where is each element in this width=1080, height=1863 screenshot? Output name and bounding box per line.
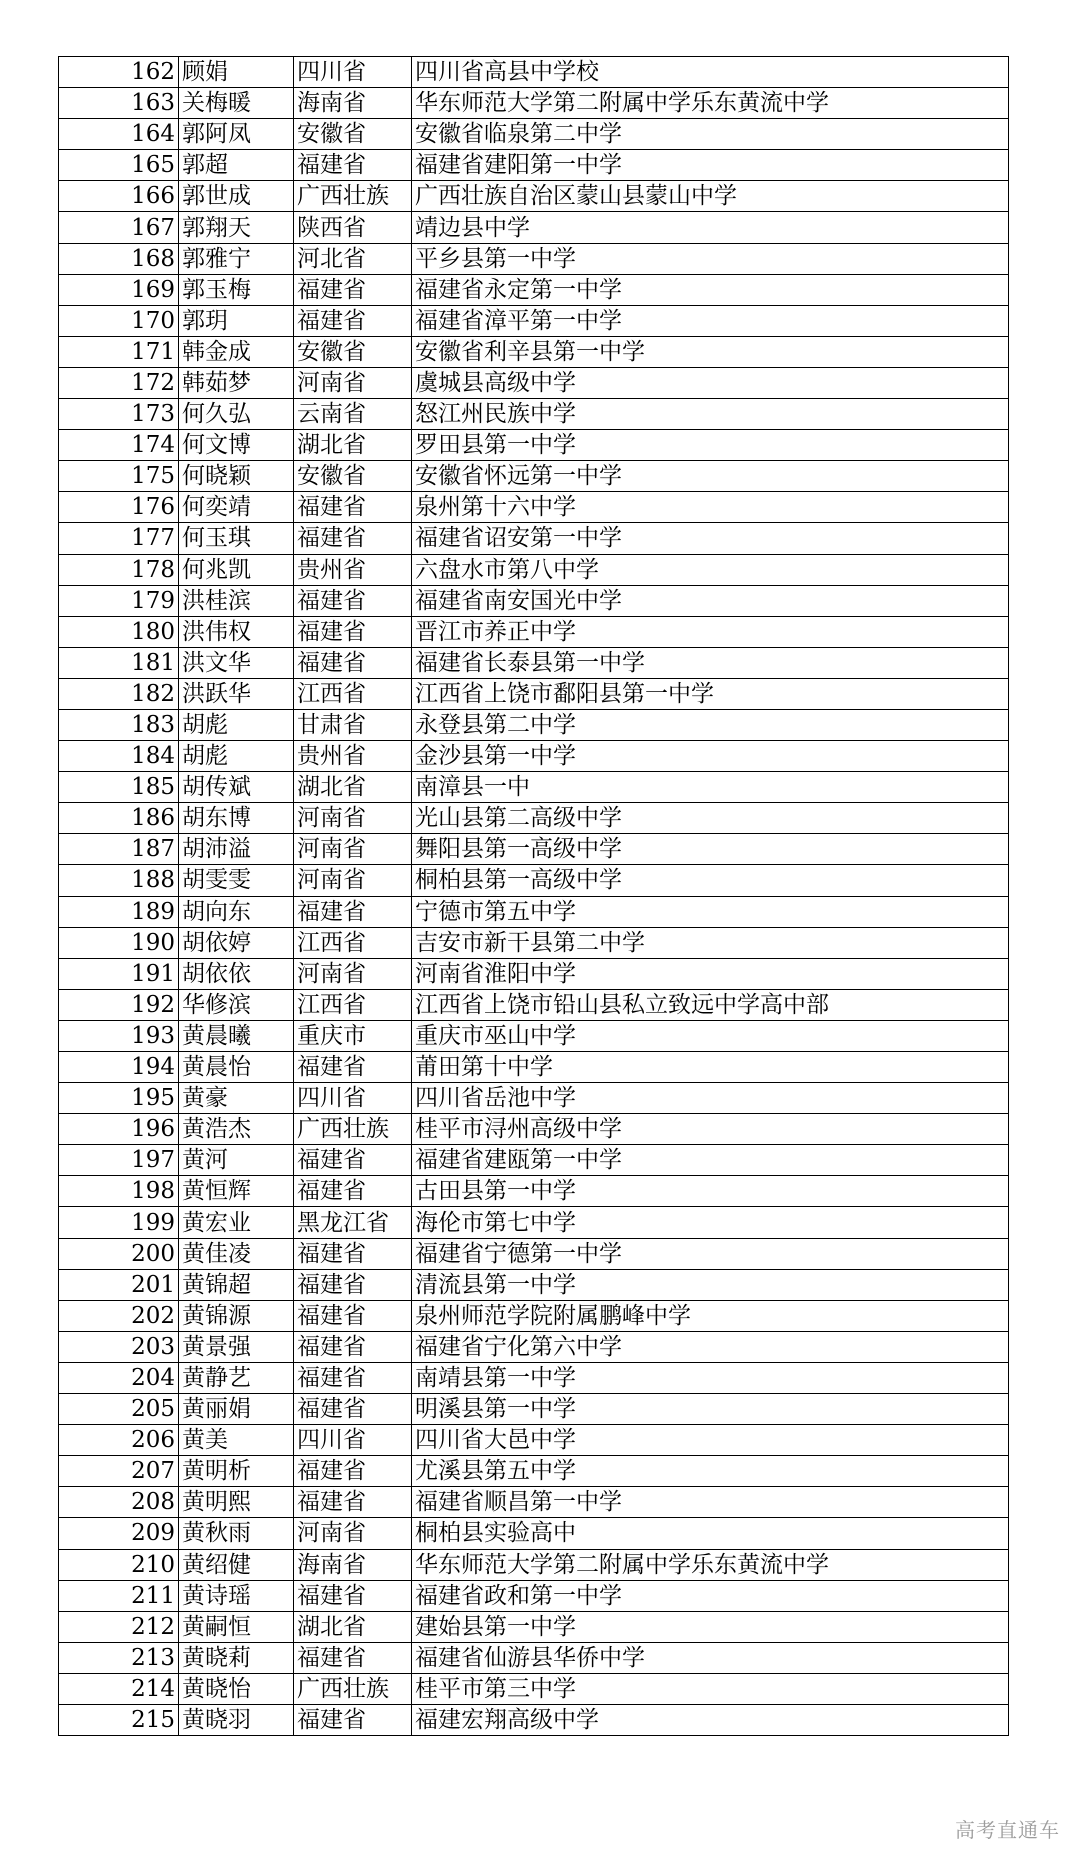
student-name: 何奕靖 [179, 492, 294, 523]
province: 福建省 [294, 1487, 412, 1518]
student-name: 黄恒辉 [179, 1176, 294, 1207]
school-name: 桂平市浔州高级中学 [412, 1114, 1009, 1145]
province: 福建省 [294, 1176, 412, 1207]
province: 福建省 [294, 896, 412, 927]
row-number: 175 [59, 461, 179, 492]
row-number: 167 [59, 212, 179, 243]
table-row [59, 523, 1009, 554]
roster-body [59, 57, 1009, 1736]
row-number: 200 [59, 1238, 179, 1269]
row-number: 215 [59, 1704, 179, 1735]
province: 福建省 [294, 1052, 412, 1083]
school-name: 广西壮族自治区蒙山县蒙山中学 [412, 181, 1009, 212]
school-name: 河南省淮阳中学 [412, 958, 1009, 989]
province: 福建省 [294, 1394, 412, 1425]
table-row [59, 1394, 1009, 1425]
school-name: 南漳县一中 [412, 772, 1009, 803]
row-number: 177 [59, 523, 179, 554]
school-name: 尤溪县第五中学 [412, 1456, 1009, 1487]
row-number: 168 [59, 243, 179, 274]
school-name: 福建省仙游县华侨中学 [412, 1642, 1009, 1673]
row-number: 188 [59, 865, 179, 896]
table-row [59, 772, 1009, 803]
table-row [59, 1487, 1009, 1518]
student-name: 胡传斌 [179, 772, 294, 803]
province: 广西壮族 [294, 181, 412, 212]
row-number: 207 [59, 1456, 179, 1487]
table-row [59, 399, 1009, 430]
table-row [59, 958, 1009, 989]
student-name: 胡彪 [179, 741, 294, 772]
table-row [59, 150, 1009, 181]
student-name: 黄美 [179, 1425, 294, 1456]
school-name: 桐柏县第一高级中学 [412, 865, 1009, 896]
student-name: 胡向东 [179, 896, 294, 927]
student-name: 胡沛溢 [179, 834, 294, 865]
row-number: 166 [59, 181, 179, 212]
row-number: 178 [59, 554, 179, 585]
student-name: 胡依婷 [179, 927, 294, 958]
province: 四川省 [294, 57, 412, 88]
row-number: 164 [59, 119, 179, 150]
student-name: 黄晓羽 [179, 1704, 294, 1735]
table-row [59, 1580, 1009, 1611]
student-name: 黄明析 [179, 1456, 294, 1487]
student-name: 黄晨怡 [179, 1052, 294, 1083]
school-name: 福建省诏安第一中学 [412, 523, 1009, 554]
table-row [59, 1145, 1009, 1176]
row-number: 169 [59, 274, 179, 305]
table-row [59, 616, 1009, 647]
row-number: 196 [59, 1114, 179, 1145]
row-number: 211 [59, 1580, 179, 1611]
province: 湖北省 [294, 430, 412, 461]
school-name: 光山县第二高级中学 [412, 803, 1009, 834]
row-number: 190 [59, 927, 179, 958]
table-row [59, 1300, 1009, 1331]
province: 黑龙江省 [294, 1207, 412, 1238]
school-name: 莆田第十中学 [412, 1052, 1009, 1083]
province: 福建省 [294, 1704, 412, 1735]
province: 贵州省 [294, 554, 412, 585]
student-name: 黄诗瑶 [179, 1580, 294, 1611]
province: 福建省 [294, 150, 412, 181]
school-name: 安徽省临泉第二中学 [412, 119, 1009, 150]
student-name: 黄锦超 [179, 1269, 294, 1300]
student-name: 华修滨 [179, 989, 294, 1020]
school-name: 靖边县中学 [412, 212, 1009, 243]
school-name: 福建省宁化第六中学 [412, 1331, 1009, 1362]
province: 陕西省 [294, 212, 412, 243]
table-row [59, 88, 1009, 119]
student-name: 黄宏业 [179, 1207, 294, 1238]
table-row [59, 1611, 1009, 1642]
table-row [59, 585, 1009, 616]
province: 福建省 [294, 492, 412, 523]
table-row [59, 927, 1009, 958]
province: 江西省 [294, 927, 412, 958]
table-row [59, 1642, 1009, 1673]
table-row [59, 1518, 1009, 1549]
row-number: 203 [59, 1331, 179, 1362]
province: 河南省 [294, 865, 412, 896]
table-row [59, 1456, 1009, 1487]
province: 贵州省 [294, 741, 412, 772]
school-name: 桂平市第三中学 [412, 1673, 1009, 1704]
student-name: 黄佳凌 [179, 1238, 294, 1269]
row-number: 189 [59, 896, 179, 927]
student-name: 郭雅宁 [179, 243, 294, 274]
province: 海南省 [294, 88, 412, 119]
table-row [59, 1425, 1009, 1456]
table-row [59, 1114, 1009, 1145]
student-name: 黄晓怡 [179, 1673, 294, 1704]
watermark: 高考直通车 [955, 1818, 1060, 1842]
school-name: 安徽省怀远第一中学 [412, 461, 1009, 492]
student-name: 洪跃华 [179, 678, 294, 709]
student-name: 关梅暖 [179, 88, 294, 119]
school-name: 泉州师范学院附属鹏峰中学 [412, 1300, 1009, 1331]
table-row [59, 336, 1009, 367]
row-number: 201 [59, 1269, 179, 1300]
student-name: 郭玉梅 [179, 274, 294, 305]
student-name: 黄豪 [179, 1083, 294, 1114]
table-row [59, 1269, 1009, 1300]
province: 广西壮族 [294, 1673, 412, 1704]
school-name: 明溪县第一中学 [412, 1394, 1009, 1425]
province: 江西省 [294, 989, 412, 1020]
province: 云南省 [294, 399, 412, 430]
row-number: 192 [59, 989, 179, 1020]
row-number: 183 [59, 709, 179, 740]
row-number: 180 [59, 616, 179, 647]
student-name: 黄丽娟 [179, 1394, 294, 1425]
row-number: 173 [59, 399, 179, 430]
school-name: 罗田县第一中学 [412, 430, 1009, 461]
table-row [59, 1207, 1009, 1238]
student-name: 何久弘 [179, 399, 294, 430]
province: 湖北省 [294, 772, 412, 803]
row-number: 195 [59, 1083, 179, 1114]
student-name: 何文博 [179, 430, 294, 461]
table-row [59, 243, 1009, 274]
table-row [59, 803, 1009, 834]
school-name: 舞阳县第一高级中学 [412, 834, 1009, 865]
province: 河南省 [294, 367, 412, 398]
province: 福建省 [294, 1362, 412, 1393]
table-row [59, 1052, 1009, 1083]
province: 福建省 [294, 1331, 412, 1362]
table-row [59, 834, 1009, 865]
student-name: 郭世成 [179, 181, 294, 212]
row-number: 210 [59, 1549, 179, 1580]
province: 河南省 [294, 958, 412, 989]
school-name: 桐柏县实验高中 [412, 1518, 1009, 1549]
student-name: 郭翔天 [179, 212, 294, 243]
student-name: 洪桂滨 [179, 585, 294, 616]
row-number: 184 [59, 741, 179, 772]
table-row [59, 181, 1009, 212]
school-name: 福建省政和第一中学 [412, 1580, 1009, 1611]
row-number: 213 [59, 1642, 179, 1673]
student-name: 黄明熙 [179, 1487, 294, 1518]
student-name: 洪伟权 [179, 616, 294, 647]
table-row [59, 1549, 1009, 1580]
student-name: 胡彪 [179, 709, 294, 740]
table-row [59, 1176, 1009, 1207]
table-row [59, 212, 1009, 243]
school-name: 四川省岳池中学 [412, 1083, 1009, 1114]
school-name: 四川省高县中学校 [412, 57, 1009, 88]
school-name: 福建省永定第一中学 [412, 274, 1009, 305]
school-name: 建始县第一中学 [412, 1611, 1009, 1642]
student-name: 韩茹梦 [179, 367, 294, 398]
table-row [59, 741, 1009, 772]
table-row [59, 305, 1009, 336]
row-number: 172 [59, 367, 179, 398]
row-number: 205 [59, 1394, 179, 1425]
school-name: 吉安市新干县第二中学 [412, 927, 1009, 958]
school-name: 清流县第一中学 [412, 1269, 1009, 1300]
student-name: 何晓颖 [179, 461, 294, 492]
row-number: 209 [59, 1518, 179, 1549]
row-number: 179 [59, 585, 179, 616]
province: 广西壮族 [294, 1114, 412, 1145]
row-number: 193 [59, 1020, 179, 1051]
student-name: 胡依依 [179, 958, 294, 989]
student-name: 黄河 [179, 1145, 294, 1176]
school-name: 南靖县第一中学 [412, 1362, 1009, 1393]
province: 河南省 [294, 1518, 412, 1549]
school-name: 金沙县第一中学 [412, 741, 1009, 772]
province: 四川省 [294, 1425, 412, 1456]
table-row [59, 1362, 1009, 1393]
student-name: 何玉琪 [179, 523, 294, 554]
province: 福建省 [294, 647, 412, 678]
province: 福建省 [294, 274, 412, 305]
school-name: 福建省建阳第一中学 [412, 150, 1009, 181]
row-number: 170 [59, 305, 179, 336]
province: 福建省 [294, 1238, 412, 1269]
student-name: 黄景强 [179, 1331, 294, 1362]
student-name: 黄嗣恒 [179, 1611, 294, 1642]
province: 福建省 [294, 1300, 412, 1331]
province: 福建省 [294, 616, 412, 647]
table-row [59, 461, 1009, 492]
student-name: 胡雯雯 [179, 865, 294, 896]
table-row [59, 989, 1009, 1020]
roster-table [58, 56, 1009, 1736]
school-name: 福建省长泰县第一中学 [412, 647, 1009, 678]
province: 安徽省 [294, 461, 412, 492]
province: 湖北省 [294, 1611, 412, 1642]
province: 福建省 [294, 1145, 412, 1176]
row-number: 187 [59, 834, 179, 865]
row-number: 214 [59, 1673, 179, 1704]
school-name: 怒江州民族中学 [412, 399, 1009, 430]
table-row [59, 678, 1009, 709]
school-name: 重庆市巫山中学 [412, 1020, 1009, 1051]
row-number: 199 [59, 1207, 179, 1238]
table-row [59, 1704, 1009, 1735]
table-row [59, 1083, 1009, 1114]
province: 福建省 [294, 1456, 412, 1487]
school-name: 江西省上饶市铅山县私立致远中学高中部 [412, 989, 1009, 1020]
table-row [59, 709, 1009, 740]
school-name: 古田县第一中学 [412, 1176, 1009, 1207]
table-row [59, 57, 1009, 88]
school-name: 华东师范大学第二附属中学乐东黄流中学 [412, 88, 1009, 119]
table-row [59, 1238, 1009, 1269]
school-name: 福建宏翔高级中学 [412, 1704, 1009, 1735]
table-row [59, 1673, 1009, 1704]
student-name: 韩金成 [179, 336, 294, 367]
school-name: 福建省顺昌第一中学 [412, 1487, 1009, 1518]
student-name: 郭超 [179, 150, 294, 181]
row-number: 191 [59, 958, 179, 989]
school-name: 福建省建瓯第一中学 [412, 1145, 1009, 1176]
province: 福建省 [294, 523, 412, 554]
school-name: 泉州第十六中学 [412, 492, 1009, 523]
province: 甘肃省 [294, 709, 412, 740]
table-row [59, 119, 1009, 150]
province: 海南省 [294, 1549, 412, 1580]
table-row [59, 1020, 1009, 1051]
province: 福建省 [294, 1642, 412, 1673]
school-name: 晋江市养正中学 [412, 616, 1009, 647]
student-name: 顾娟 [179, 57, 294, 88]
row-number: 212 [59, 1611, 179, 1642]
row-number: 197 [59, 1145, 179, 1176]
school-name: 六盘水市第八中学 [412, 554, 1009, 585]
table-row [59, 1331, 1009, 1362]
province: 福建省 [294, 1269, 412, 1300]
student-name: 黄晨曦 [179, 1020, 294, 1051]
row-number: 202 [59, 1300, 179, 1331]
province: 河南省 [294, 834, 412, 865]
school-name: 宁德市第五中学 [412, 896, 1009, 927]
student-name: 黄秋雨 [179, 1518, 294, 1549]
school-name: 海伦市第七中学 [412, 1207, 1009, 1238]
row-number: 171 [59, 336, 179, 367]
row-number: 206 [59, 1425, 179, 1456]
province: 河南省 [294, 803, 412, 834]
row-number: 186 [59, 803, 179, 834]
table-row [59, 647, 1009, 678]
student-name: 胡东博 [179, 803, 294, 834]
student-name: 黄静艺 [179, 1362, 294, 1393]
province: 重庆市 [294, 1020, 412, 1051]
student-name: 何兆凯 [179, 554, 294, 585]
table-row [59, 896, 1009, 927]
table-row [59, 367, 1009, 398]
province: 四川省 [294, 1083, 412, 1114]
row-number: 182 [59, 678, 179, 709]
row-number: 198 [59, 1176, 179, 1207]
school-name: 平乡县第一中学 [412, 243, 1009, 274]
table-row [59, 430, 1009, 461]
student-name: 郭玥 [179, 305, 294, 336]
row-number: 163 [59, 88, 179, 119]
row-number: 194 [59, 1052, 179, 1083]
school-name: 福建省南安国光中学 [412, 585, 1009, 616]
province: 福建省 [294, 585, 412, 616]
row-number: 204 [59, 1362, 179, 1393]
student-name: 洪文华 [179, 647, 294, 678]
province: 福建省 [294, 1580, 412, 1611]
row-number: 185 [59, 772, 179, 803]
student-name: 黄绍健 [179, 1549, 294, 1580]
table-row [59, 554, 1009, 585]
row-number: 181 [59, 647, 179, 678]
student-name: 黄浩杰 [179, 1114, 294, 1145]
student-name: 郭阿凤 [179, 119, 294, 150]
school-name: 江西省上饶市鄱阳县第一中学 [412, 678, 1009, 709]
province: 安徽省 [294, 336, 412, 367]
row-number: 165 [59, 150, 179, 181]
school-name: 福建省宁德第一中学 [412, 1238, 1009, 1269]
table-row [59, 865, 1009, 896]
school-name: 虞城县高级中学 [412, 367, 1009, 398]
school-name: 四川省大邑中学 [412, 1425, 1009, 1456]
student-name: 黄晓莉 [179, 1642, 294, 1673]
school-name: 福建省漳平第一中学 [412, 305, 1009, 336]
school-name: 安徽省利辛县第一中学 [412, 336, 1009, 367]
table-row [59, 274, 1009, 305]
row-number: 208 [59, 1487, 179, 1518]
province: 安徽省 [294, 119, 412, 150]
row-number: 162 [59, 57, 179, 88]
province: 福建省 [294, 305, 412, 336]
student-name: 黄锦源 [179, 1300, 294, 1331]
school-name: 华东师范大学第二附属中学乐东黄流中学 [412, 1549, 1009, 1580]
row-number: 176 [59, 492, 179, 523]
province: 江西省 [294, 678, 412, 709]
table-row [59, 492, 1009, 523]
province: 河北省 [294, 243, 412, 274]
school-name: 永登县第二中学 [412, 709, 1009, 740]
row-number: 174 [59, 430, 179, 461]
